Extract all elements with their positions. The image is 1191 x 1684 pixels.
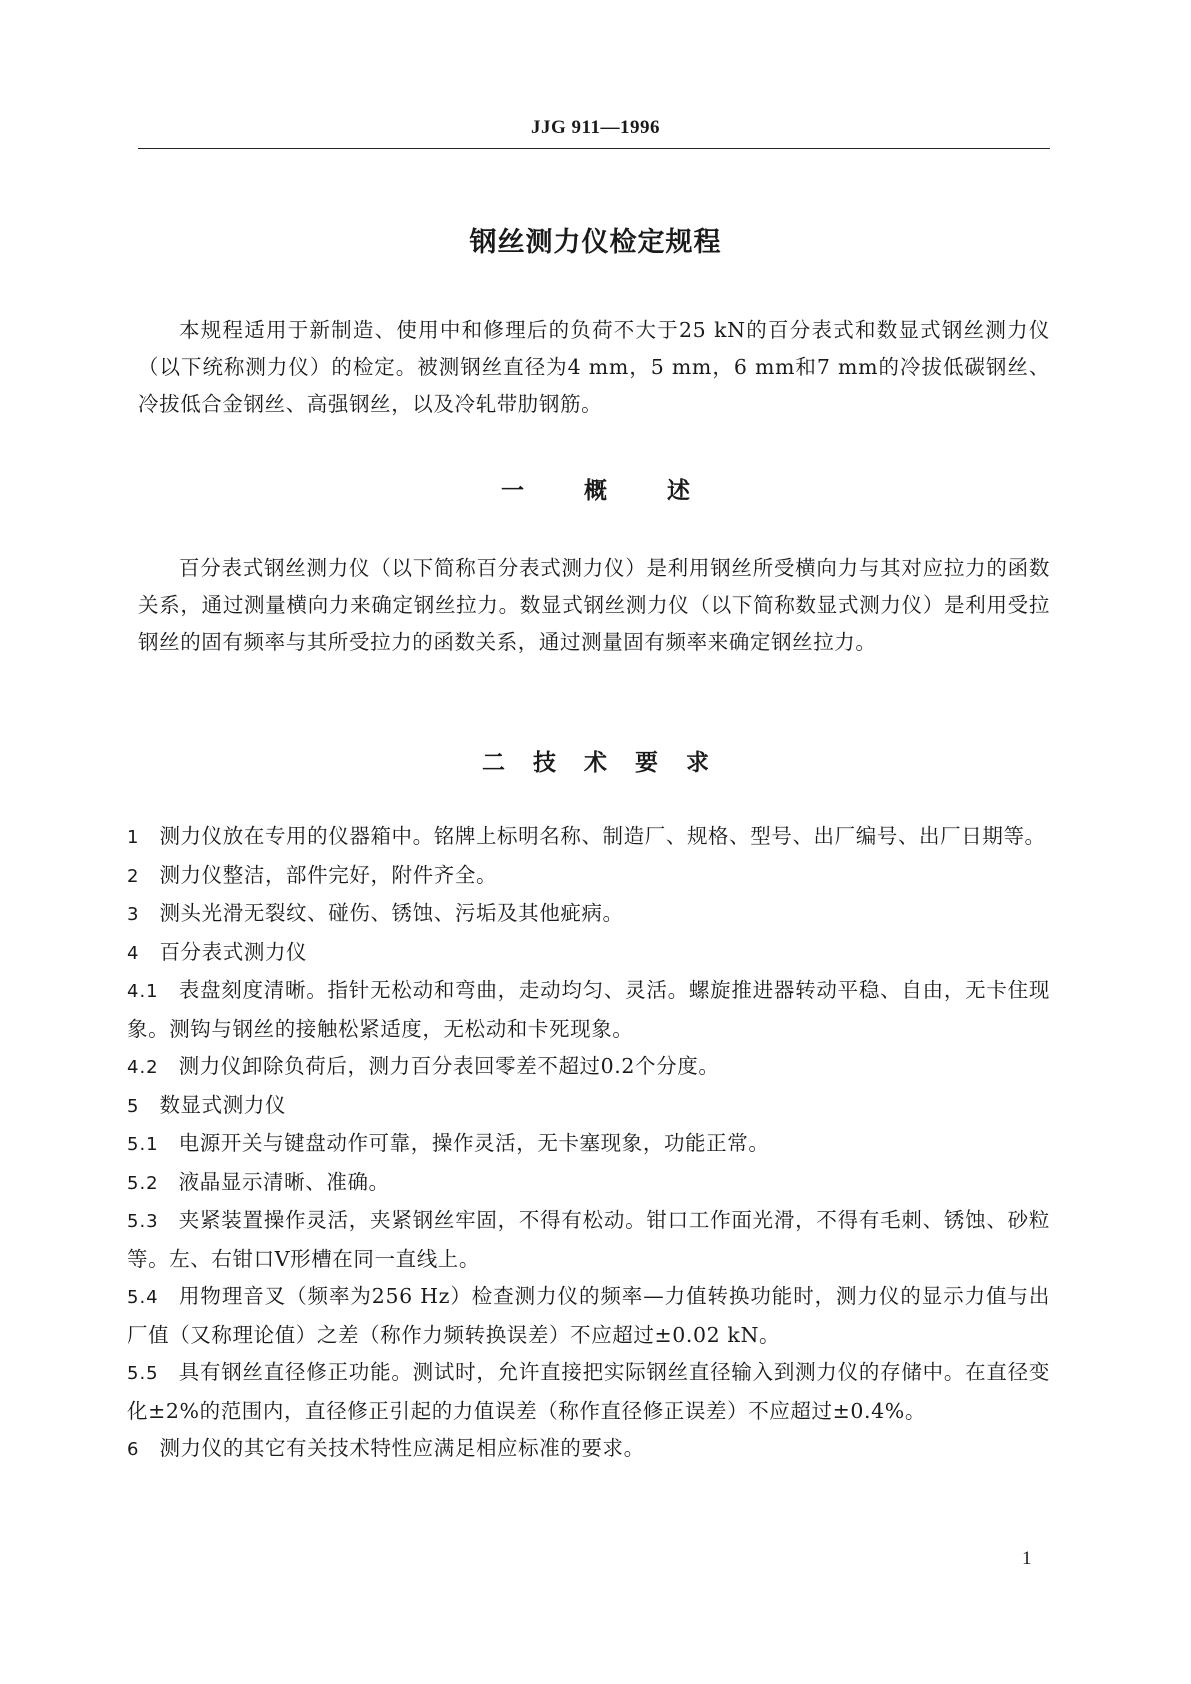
list-item [127,857,1050,896]
section-title-char: 要 [635,750,658,776]
item-number: 5.5 [127,1363,159,1384]
section-title-char: 术 [584,750,607,776]
item-text: 表盘刻度清晰。指针无松动和弯曲，走动均匀、灵活。螺旋推进器转动平稳、自由，无卡住现象。测钩与钢丝的接触松紧适度，无松动和卡死现象。 [127,978,1050,1041]
section-heading-overview [0,472,1191,505]
list-item [127,895,1050,934]
requirements-list [127,818,1050,1469]
section-title-char: 述 [667,478,690,504]
item-number: 5.1 [127,1134,159,1155]
list-item [127,934,1050,973]
item-number: 4 [127,942,140,964]
item-number: 4.2 [127,1057,159,1078]
section-number: 一 [501,478,524,504]
item-text: 测力仪整洁，部件完好，附件齐全。 [159,862,498,887]
item-number: 3 [127,904,140,925]
list-item [127,1278,1050,1354]
item-number: 5.2 [127,1172,159,1194]
item-text: 用物理音叉（频率为256 Hz）检查测力仪的频率—力值转换功能时，测力仪的显示力值与出厂值（又称理论值）之差（称作力频转换误差）不应超过±0.02 kN。 [127,1284,1050,1347]
item-number: 5.3 [127,1211,159,1232]
item-number: 2 [127,865,140,887]
item-text: 测力仪卸除负荷后，测力百分表回零差不超过0.2个分度。 [178,1054,720,1078]
list-item [127,1125,1050,1164]
item-text: 测力仪放在专用的仪器箱中。铭牌上标明名称、制造厂、规格、型号、出厂编号、出厂日期等。 [159,824,1046,848]
page-title: 钢丝测力仪检定规程 [469,227,722,258]
item-number: 6 [127,1439,140,1460]
list-item [127,1048,1050,1087]
overview-paragraph: 百分表式钢丝测力仪（以下简称百分表式测力仪）是利用钢丝所受横向力与其对应拉力的函数关系，通过测量横向力来确定钢丝拉力。数显式钢丝测力仪（以下简称数显式测力仪）是利用受拉钢丝的固有频率与其所受拉力的函数关系，通过测量固有频率来确定钢丝拉力。 [138,556,1050,654]
item-text: 测力仪的其它有关技术特性应满足相应标准的要求。 [159,1436,645,1460]
item-text: 测头光滑无裂纹、碰伤、锈蚀、污垢及其他疵病。 [159,901,624,925]
intro-paragraph: 本规程适用于新制造、使用中和修理后的负荷不大于25 kN的百分表式和数显式钢丝测力仪（以下统称测力仪）的检定。被测钢丝直径为4 mm，5 mm，6 mm和7 mm的冷拔低碳钢丝、冷拔低合金钢丝、高强钢丝，以及冷轧带肋钢筋。 [138,318,1050,416]
section-number: 二 [482,750,505,776]
page-number: 1 [1022,1548,1032,1569]
item-text: 夹紧装置操作灵活，夹紧钢丝牢固，不得有松动。钳口工作面光滑，不得有毛刺、锈蚀、砂粒等。左、右钳口V形槽在同一直线上。 [127,1208,1050,1271]
item-text: 数显式测力仪 [159,1092,287,1117]
list-item [127,972,1050,1048]
section-title-char: 概 [584,478,607,504]
item-number: 1 [127,827,140,848]
header-divider [138,148,1050,149]
list-item [127,1087,1050,1126]
item-text: 百分表式测力仪 [159,939,308,964]
item-number: 5 [127,1095,140,1117]
item-number: 5.4 [127,1287,159,1308]
section-title-char: 技 [533,750,556,776]
section-heading-technical-requirements [0,744,1191,777]
list-item [127,1354,1050,1430]
item-text: 液晶显示清晰、准确。 [178,1169,390,1194]
list-item [127,1202,1050,1278]
list-item [127,1164,1050,1203]
list-item [127,818,1050,857]
section-title-char: 求 [686,750,709,776]
item-number: 4.1 [127,981,159,1002]
document-code-header: JJG 911—1996 [531,117,660,138]
list-item [127,1430,1050,1469]
item-text: 具有钢丝直径修正功能。测试时，允许直接把实际钢丝直径输入到测力仪的存储中。在直径变化±2%的范围内，直径修正引起的力值误差（称作直径修正误差）不应超过±0.4%。 [127,1360,1050,1423]
item-text: 电源开关与键盘动作可靠，操作灵活，无卡塞现象，功能正常。 [178,1131,770,1155]
